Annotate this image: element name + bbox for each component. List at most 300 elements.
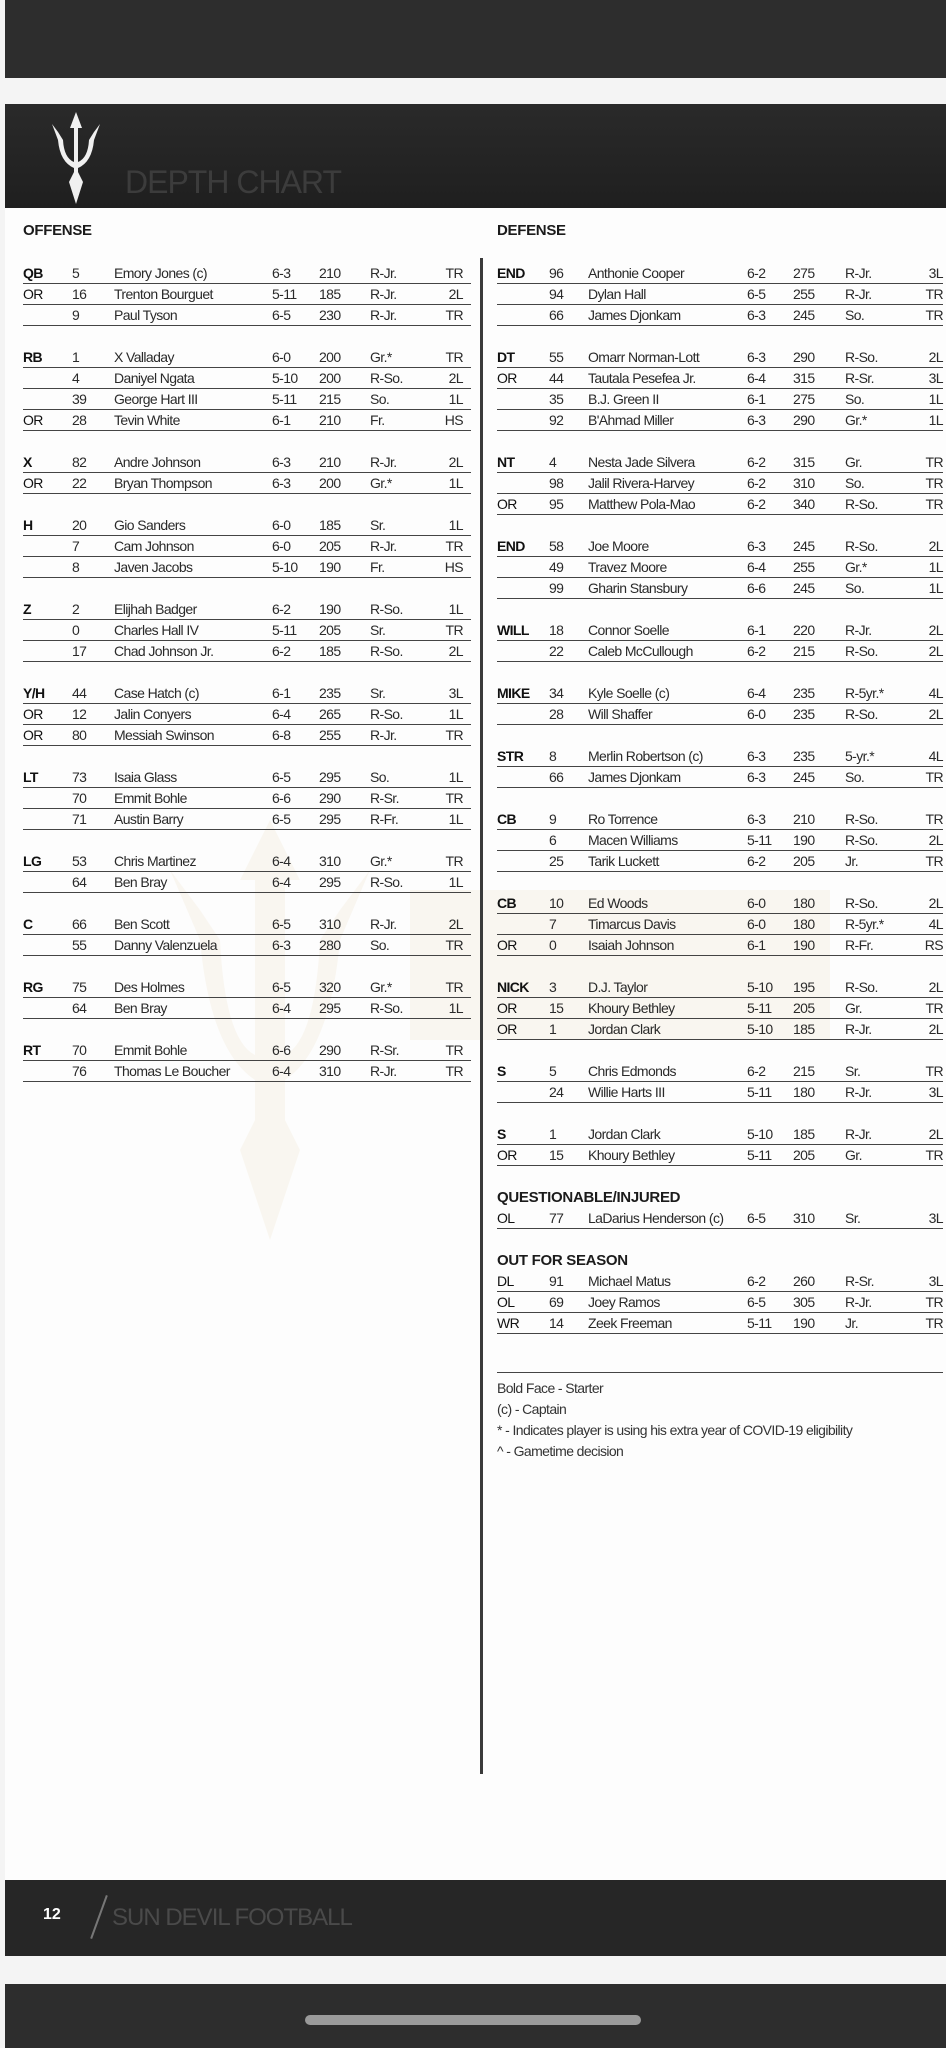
player-row [497,1271,943,1292]
player-exp: 3L [448,685,463,701]
player-cls: R-Jr. [845,1294,872,1310]
player-row [497,704,943,725]
player-ht: 5-10 [747,1126,773,1142]
player-row [497,368,943,389]
player-name: Matthew Pola-Mao [588,496,696,512]
player-num: 95 [549,496,564,512]
player-cls: R-So. [845,643,878,659]
player-num: 7 [72,538,80,554]
player-row [497,284,943,305]
player-pos: DL [497,1273,514,1289]
player-cls: So. [845,769,865,785]
player-num: 80 [72,727,87,743]
player-wt: 205 [793,1147,815,1163]
player-cls: Jr. [845,1315,858,1331]
player-name: Emmit Bohle [114,1042,187,1058]
player-num: 14 [549,1315,564,1331]
player-exp: TR [925,286,943,302]
player-wt: 210 [319,412,341,428]
page-number: 12 [43,1906,61,1923]
player-exp: 4L [928,685,943,701]
player-wt: 200 [319,349,341,365]
player-cls: Fr. [370,412,385,428]
player-cls: R-Jr. [845,1021,872,1037]
player-name: Willie Harts III [588,1084,665,1100]
player-wt: 200 [319,370,341,386]
player-wt: 255 [319,727,341,743]
player-row [497,935,943,956]
player-exp: 2L [448,916,463,932]
player-exp: 1L [928,391,943,407]
player-row [497,746,943,767]
player-wt: 195 [793,979,815,995]
player-wt: 310 [319,1063,341,1079]
player-wt: 210 [793,811,815,827]
player-num: 53 [72,853,87,869]
player-exp: 3L [928,1210,943,1226]
player-ht: 6-2 [747,1273,766,1289]
player-name: B.J. Green II [588,391,659,407]
position-group [23,452,471,494]
questionable-title: QUESTIONABLE/INJURED [497,1189,681,1206]
position-group [497,893,943,956]
player-exp: TR [445,937,463,953]
player-wt: 180 [793,916,815,932]
player-pos: OL [497,1210,515,1226]
player-row [23,368,471,389]
position-group [23,977,471,1019]
player-name: Caleb McCullough [588,643,693,659]
player-row [497,305,943,326]
player-ht: 6-2 [272,601,291,617]
player-wt: 315 [793,370,815,386]
player-name: Jordan Clark [588,1126,661,1142]
player-name: Javen Jacobs [114,559,193,575]
player-cls: Gr. [845,1147,862,1163]
player-row [497,851,943,872]
player-wt: 310 [319,853,341,869]
player-num: 58 [549,538,564,554]
player-num: 76 [72,1063,87,1079]
player-ht: 6-3 [272,265,291,281]
player-cls: Gr.* [370,853,392,869]
player-ht: 6-1 [272,685,291,701]
player-name: Case Hatch (c) [114,685,199,701]
player-exp: TR [445,538,463,554]
player-name: Chad Johnson Jr. [114,643,214,659]
player-wt: 235 [319,685,341,701]
player-name: Danny Valenzuela [114,937,217,953]
player-name: Tautala Pesefea Jr. [588,370,696,386]
player-row [497,1082,943,1103]
player-wt: 245 [793,580,815,596]
player-cls: R-Jr. [845,1084,872,1100]
player-name: LaDarius Henderson (c) [588,1210,724,1226]
player-ht: 6-0 [272,517,291,533]
player-pos: RG [23,979,43,995]
player-exp: 2L [448,286,463,302]
player-num: 98 [549,475,564,491]
player-wt: 255 [793,286,815,302]
player-wt: 310 [319,916,341,932]
player-name: Isaia Glass [114,769,177,785]
player-wt: 260 [793,1273,815,1289]
legend-item: * - Indicates player is using his extra year of COVID-19 eligibility [497,1422,853,1438]
player-row [497,620,943,641]
player-wt: 205 [793,853,815,869]
player-num: 70 [72,790,87,806]
legend-item: (c) - Captain [497,1401,567,1417]
player-num: 28 [549,706,564,722]
player-ht: 5-11 [747,1147,772,1163]
player-wt: 180 [793,1084,815,1100]
player-name: Tevin White [114,412,180,428]
player-cls: R-So. [845,496,878,512]
player-row [497,1292,943,1313]
player-cls: R-So. [370,706,403,722]
player-cls: R-So. [845,538,878,554]
player-row [497,1313,943,1334]
player-pos: WILL [497,622,529,638]
player-exp: TR [445,853,463,869]
player-cls: R-Jr. [370,286,397,302]
player-row [497,473,943,494]
player-name: Emmit Bohle [114,790,187,806]
player-ht: 6-4 [272,874,291,890]
player-exp: TR [445,265,463,281]
player-exp: 2L [928,895,943,911]
player-wt: 290 [319,790,341,806]
player-num: 70 [72,1042,87,1058]
player-name: Khoury Bethley [588,1000,675,1016]
player-row [497,893,943,914]
position-group [23,263,471,326]
player-name: James Djonkam [588,307,681,323]
player-ht: 6-0 [747,916,766,932]
player-exp: TR [925,853,943,869]
player-exp: 4L [928,748,943,764]
player-num: 92 [549,412,564,428]
player-exp: 2L [448,370,463,386]
player-pos: QB [23,265,43,281]
player-exp: 2L [448,643,463,659]
player-ht: 6-4 [272,1063,291,1079]
player-pos: LG [23,853,42,869]
player-wt: 205 [319,622,341,638]
player-num: 8 [549,748,557,764]
player-num: 5 [549,1063,557,1079]
legend-item: Bold Face - Starter [497,1380,604,1396]
player-name: Timarcus Davis [588,916,676,932]
player-cls: R-So. [845,811,878,827]
player-num: 64 [72,874,87,890]
player-exp: TR [445,1042,463,1058]
player-row [497,1019,943,1040]
player-cls: R-Jr. [845,622,872,638]
player-exp: TR [445,349,463,365]
player-cls: R-Jr. [370,307,397,323]
player-ht: 6-2 [747,475,766,491]
out-for-season-title: OUT FOR SEASON [497,1252,628,1269]
player-cls: Gr.* [845,559,867,575]
player-name: Trenton Bourguet [114,286,213,302]
player-row [23,935,471,956]
player-name: Ben Scott [114,916,170,932]
player-exp: 1L [448,475,463,491]
player-ht: 6-0 [272,349,291,365]
top-page-edge [5,0,946,78]
position-group [23,914,471,956]
player-wt: 210 [319,454,341,470]
player-ht: 6-1 [747,622,766,638]
player-row [23,914,471,935]
page-title: DEPTH CHART [125,164,341,200]
player-wt: 185 [319,643,341,659]
player-name: Omarr Norman-Lott [588,349,700,365]
player-row [23,536,471,557]
player-exp: TR [925,1315,943,1331]
player-exp: 3L [928,1084,943,1100]
player-exp: 1L [448,391,463,407]
player-num: 8 [72,559,80,575]
player-exp: TR [445,979,463,995]
player-ht: 6-5 [272,307,291,323]
footer-brand: SUN DEVIL FOOTBALL [112,1904,352,1931]
player-exp: 2L [448,454,463,470]
player-name: Joey Ramos [588,1294,660,1310]
player-row [23,347,471,368]
player-wt: 185 [793,1126,815,1142]
player-ht: 5-11 [272,391,297,407]
player-ht: 6-5 [272,811,291,827]
player-pos: Z [23,601,31,617]
player-ht: 6-4 [747,685,766,701]
player-ht: 6-2 [272,643,291,659]
player-pos: OR [497,1147,517,1163]
player-pos: S [497,1126,506,1142]
player-wt: 215 [793,643,815,659]
player-row [23,263,471,284]
player-wt: 265 [319,706,341,722]
player-cls: R-Jr. [370,727,397,743]
player-name: Charles Hall IV [114,622,199,638]
player-num: 75 [72,979,87,995]
player-ht: 6-6 [747,580,766,596]
player-wt: 295 [319,874,341,890]
player-num: 1 [549,1126,557,1142]
player-wt: 310 [793,475,815,491]
player-cls: 5-yr.* [845,748,875,764]
player-exp: 1L [448,517,463,533]
player-exp: 1L [448,601,463,617]
player-cls: R-Jr. [845,265,872,281]
player-ht: 6-1 [747,391,766,407]
position-group [23,599,471,662]
player-ht: 6-3 [747,811,766,827]
legend-item: ^ - Gametime decision [497,1443,624,1459]
home-indicator[interactable] [305,2015,641,2025]
player-name: Ben Bray [114,1000,167,1016]
player-pos: OR [23,286,43,302]
player-exp: 1L [928,580,943,596]
player-row [497,1061,943,1082]
position-group [23,851,471,893]
player-exp: TR [445,727,463,743]
player-cls: R-So. [370,643,403,659]
player-name: Thomas Le Boucher [114,1063,230,1079]
player-num: 69 [549,1294,564,1310]
player-row [23,641,471,662]
player-wt: 290 [793,412,815,428]
player-ht: 6-6 [272,790,291,806]
player-pos: OR [23,706,43,722]
player-name: Chris Martinez [114,853,196,869]
player-exp: 2L [928,349,943,365]
position-group [497,620,943,662]
player-num: 55 [72,937,87,953]
player-wt: 305 [793,1294,815,1310]
player-name: Austin Barry [114,811,184,827]
player-cls: R-5yr.* [845,916,884,932]
player-pos: END [497,265,525,281]
page-gap-top [0,78,946,104]
player-num: 91 [549,1273,564,1289]
player-exp: TR [445,622,463,638]
player-num: 15 [549,1147,564,1163]
player-name: Daniyel Ngata [114,370,195,386]
player-exp: RS [924,937,943,953]
player-cls: Gr.* [370,979,392,995]
player-num: 55 [549,349,564,365]
player-name: Andre Johnson [114,454,201,470]
player-cls: R-So. [845,979,878,995]
player-row [497,809,943,830]
player-cls: R-Sr. [845,1273,874,1289]
player-wt: 185 [319,517,341,533]
player-exp: 1L [448,706,463,722]
player-cls: So. [845,580,865,596]
player-ht: 6-2 [747,496,766,512]
player-num: 12 [72,706,87,722]
player-wt: 275 [793,391,815,407]
player-cls: R-So. [845,706,878,722]
player-num: 4 [72,370,80,386]
player-exp: TR [925,1147,943,1163]
player-num: 73 [72,769,87,785]
player-name: Joe Moore [588,538,649,554]
player-num: 9 [72,307,80,323]
pitchfork-logo-icon [48,110,104,206]
player-ht: 6-4 [272,1000,291,1016]
player-row [497,998,943,1019]
player-row [23,851,471,872]
player-ht: 5-11 [747,1084,772,1100]
section-spacer [497,241,943,263]
player-pos: CB [497,895,517,911]
player-ht: 6-5 [272,769,291,785]
player-name: Gio Sanders [114,517,186,533]
position-group [497,683,943,725]
player-ht: 6-0 [747,895,766,911]
player-name: Kyle Soelle (c) [588,685,670,701]
player-row [23,305,471,326]
player-ht: 6-3 [272,937,291,953]
player-row [23,767,471,788]
player-num: 34 [549,685,564,701]
player-name: Michael Matus [588,1273,671,1289]
player-pos: LT [23,769,38,785]
position-group [497,809,943,872]
player-exp: 2L [928,706,943,722]
player-name: Jalin Conyers [114,706,192,722]
player-pos: OR [497,937,517,953]
player-pos: H [23,517,33,533]
player-exp: TR [445,790,463,806]
player-cls: So. [845,391,865,407]
player-row [497,767,943,788]
player-cls: Gr.* [370,475,392,491]
player-name: Ro Torrence [588,811,658,827]
player-name: Gharin Stansbury [588,580,688,596]
player-num: 17 [72,643,87,659]
player-cls: So. [370,391,390,407]
player-pos: OR [497,1000,517,1016]
player-num: 82 [72,454,87,470]
player-cls: R-Jr. [370,1063,397,1079]
player-row [23,284,471,305]
player-exp: 2L [928,538,943,554]
player-name: Jordan Clark [588,1021,661,1037]
player-row [497,557,943,578]
player-ht: 6-6 [272,1042,291,1058]
player-num: 66 [72,916,87,932]
player-row [23,557,471,578]
player-num: 71 [72,811,87,827]
player-num: 44 [72,685,87,701]
player-wt: 185 [319,286,341,302]
player-ht: 5-11 [272,286,297,302]
player-exp: 2L [928,1021,943,1037]
player-name: Khoury Bethley [588,1147,675,1163]
player-row [497,347,943,368]
player-num: 6 [549,832,557,848]
player-num: 24 [549,1084,564,1100]
player-cls: R-Sr. [370,790,399,806]
offense-groups [23,263,471,1082]
player-pos: Y/H [23,685,45,701]
player-name: Zeek Freeman [588,1315,672,1331]
player-wt: 235 [793,685,815,701]
player-name: Merlin Robertson (c) [588,748,703,764]
position-group [23,347,471,431]
player-wt: 290 [793,349,815,365]
page-gap-bottom [0,1956,946,1984]
player-cls: Fr. [370,559,385,575]
player-ht: 6-3 [747,769,766,785]
player-name: D.J. Taylor [588,979,648,995]
column-divider [480,258,483,1774]
player-row [497,914,943,935]
player-row [497,410,943,431]
player-ht: 5-11 [747,832,772,848]
player-wt: 220 [793,622,815,638]
player-wt: 310 [793,1210,815,1226]
player-ht: 6-4 [272,706,291,722]
player-num: 39 [72,391,87,407]
player-exp: 1L [928,559,943,575]
player-exp: TR [445,307,463,323]
player-num: 44 [549,370,564,386]
